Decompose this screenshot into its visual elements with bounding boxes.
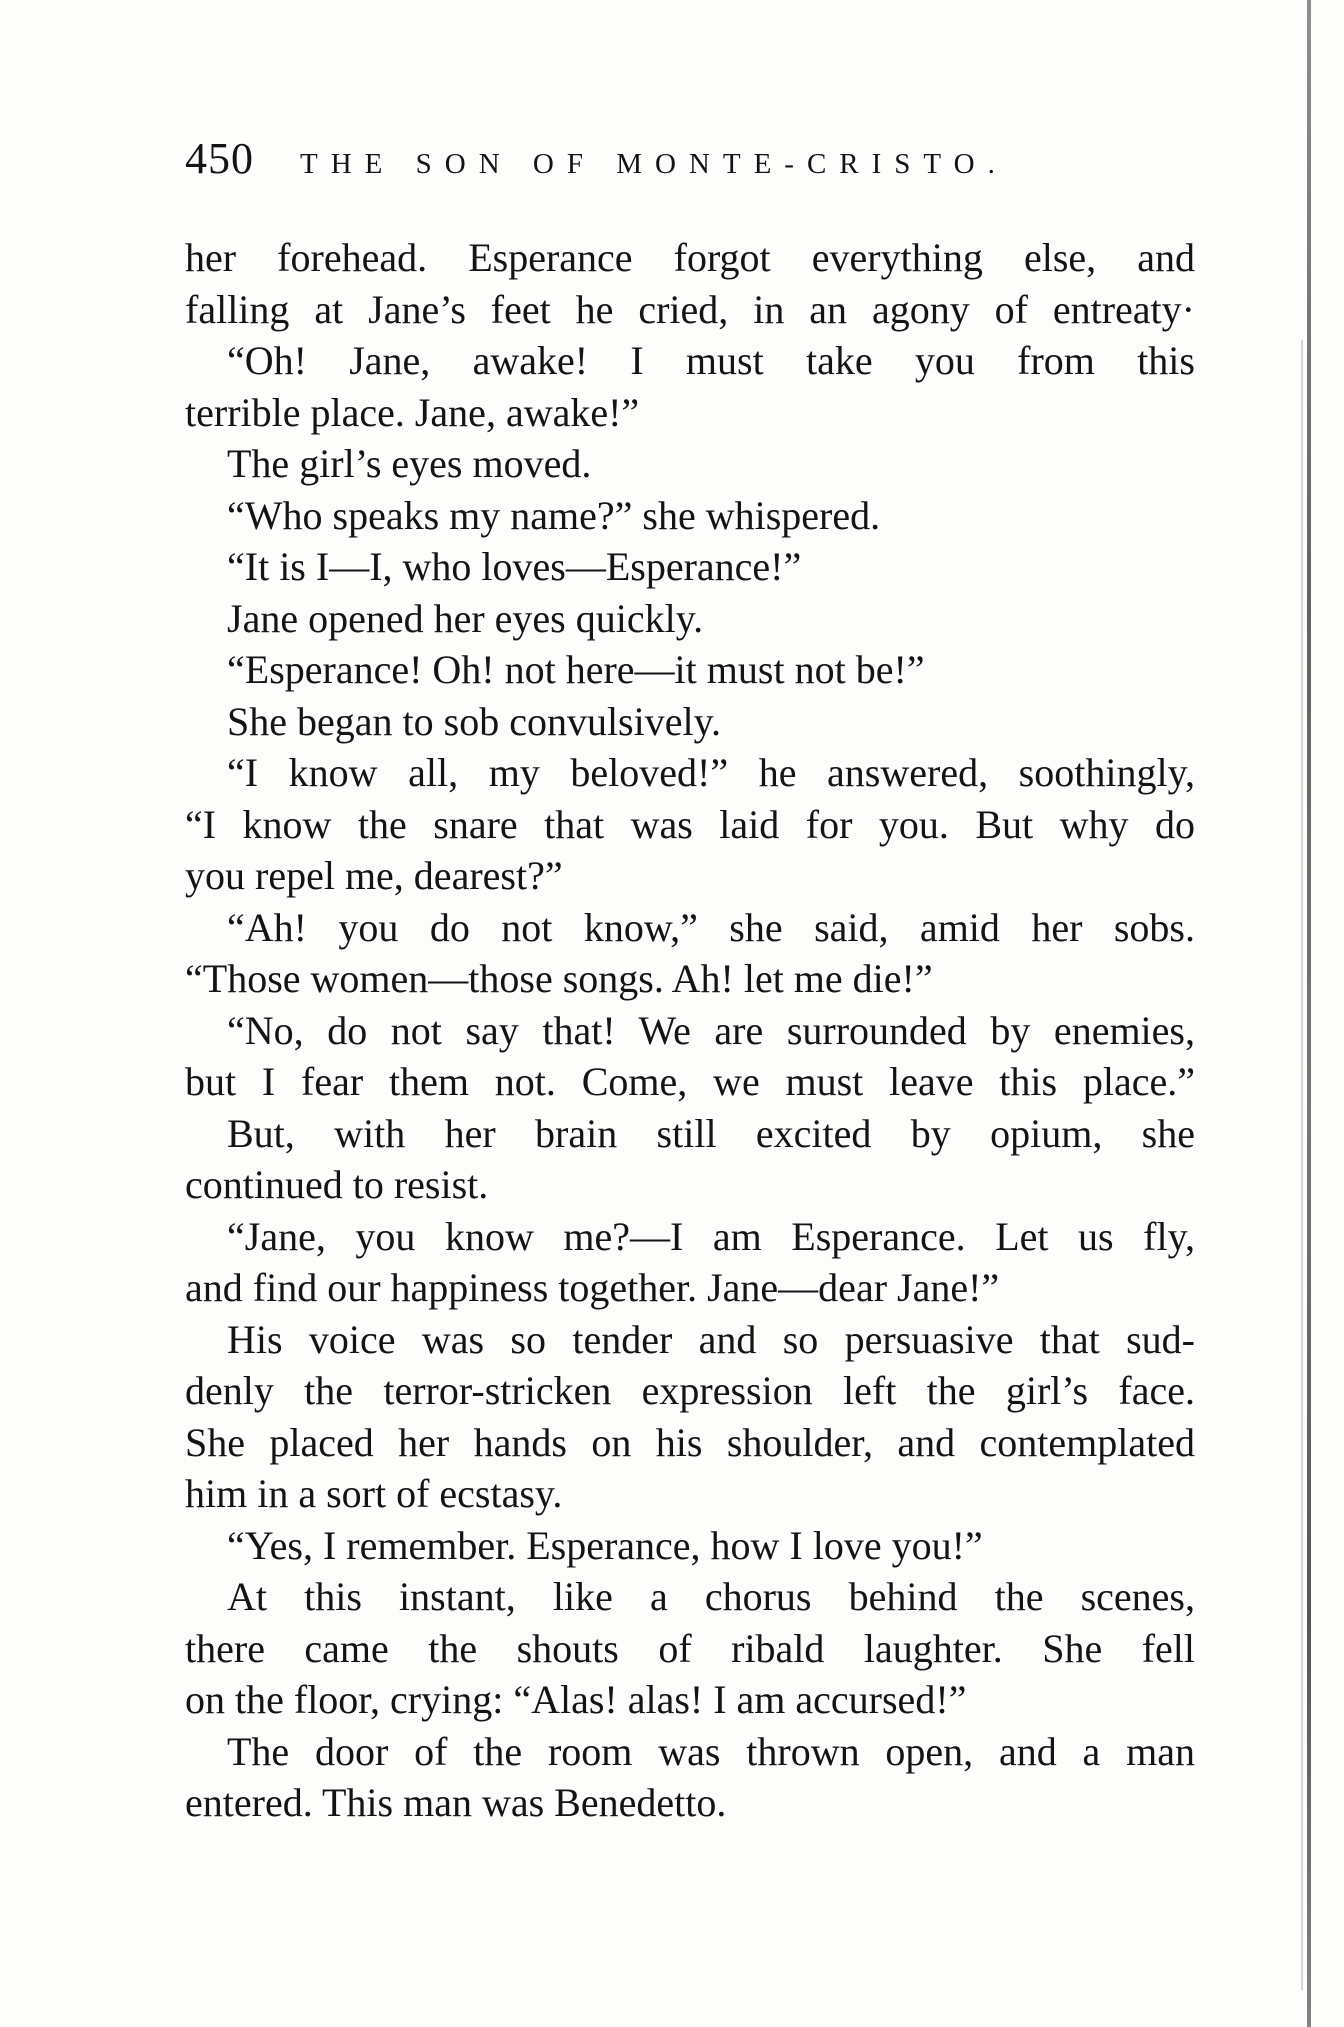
text-line: him in a sort of ecstasy. <box>185 1471 563 1516</box>
text-line: “It is I—I, who loves—Esperance!” <box>227 544 802 589</box>
text-line: you repel me, dearest?” <box>185 853 563 898</box>
text-line: falling at Jane’s feet he cried, in an agony of entreaty· <box>185 286 1195 332</box>
text-line: “Ah! you do not know,” she said, amid her sobs. <box>227 904 1195 950</box>
text-line: “Those women—those songs. Ah! let me die!” <box>185 956 933 1001</box>
text-line: “Yes, I remember. Esperance, how I love you!” <box>227 1522 983 1568</box>
text-line: continued to resist. <box>185 1162 489 1207</box>
text-line: But, with her brain still excited by opium, she <box>227 1110 1195 1156</box>
text-line: The girl’s eyes moved. <box>227 441 592 486</box>
text-line: At this instant, like a chorus behind the scenes, <box>227 1574 1195 1619</box>
text-line: “Esperance! Oh! not here—it must not be!” <box>227 647 925 692</box>
text-line: Jane opened her eyes quickly. <box>227 595 704 641</box>
running-title: THE SON OF MONTE-CRISTO. <box>300 148 1008 180</box>
page-number: 450 <box>185 134 254 183</box>
page-header <box>185 133 1008 193</box>
text-line: The door of the room was thrown open, and a man <box>227 1728 1195 1774</box>
text-line: “No, do not say that! We are surrounded by enemies, <box>227 1007 1195 1053</box>
text-line: on the floor, crying: “Alas! alas! I am accursed!” <box>185 1677 967 1722</box>
text-line: “Oh! Jane, awake! I must take you from this <box>227 338 1195 383</box>
text-line: but I fear them not. Come, we must leave this place.” <box>185 1059 1195 1104</box>
page-edge-shadow <box>1301 340 1303 1990</box>
text-line: her forehead. Esperance forgot everything else, and <box>185 235 1195 280</box>
text-line: She began to sob convulsively. <box>227 698 722 744</box>
text-line: “I know all, my beloved!” he answered, soothingly, <box>227 750 1195 795</box>
text-line: terrible place. Jane, awake!” <box>185 389 640 435</box>
text-line: She placed her hands on his shoulder, and contemplated <box>185 1419 1195 1465</box>
text-line: “Jane, you know me?—I am Esperance. Let us fly, <box>227 1213 1195 1259</box>
text-line: denly the terror-stricken expression left the girl’s face. <box>185 1368 1195 1413</box>
text-line: entered. This man was Benedetto. <box>185 1780 727 1825</box>
text-line: “Who speaks my name?” she whispered. <box>227 492 881 538</box>
text-line: and find our happiness together. Jane—dear Jane!” <box>185 1265 1000 1310</box>
text-line: there came the shouts of ribald laughter. She fell <box>185 1625 1195 1671</box>
body-text <box>185 232 1195 1829</box>
text-line: His voice was so tender and so persuasive that sud- <box>227 1316 1195 1362</box>
page-edge-rule <box>1307 0 1311 2027</box>
text-line: “I know the snare that was laid for you. But why do <box>185 801 1195 847</box>
